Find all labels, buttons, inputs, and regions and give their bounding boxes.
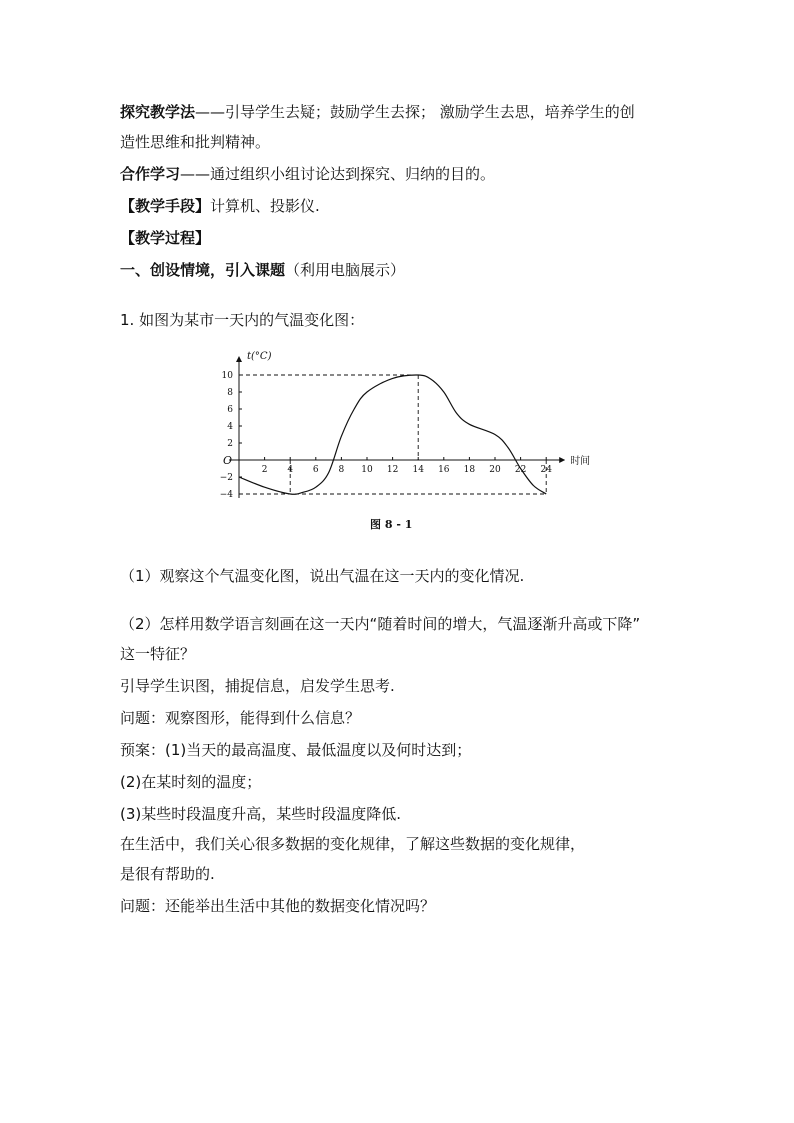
chart-axes: [229, 357, 564, 498]
y-tick-label: −2: [219, 473, 233, 483]
question-observe: 问题：观察图形，能得到什么信息？: [120, 709, 361, 727]
chart-labels: [223, 351, 590, 467]
x-tick-label: 18: [463, 465, 476, 475]
y-tick-label: 10: [221, 371, 233, 381]
question-examples: 问题：还能举出生活中其他的数据变化情况吗？: [120, 897, 436, 915]
text-inquiry: ——引导学生去疑；鼓励学生去探； 激励学生去思，培养学生的创: [195, 103, 635, 121]
paragraph-method-inquiry-cont: 造性思维和批判精神。: [120, 133, 271, 151]
x-tick-label: 22: [514, 465, 527, 475]
paragraph-teaching-tools: [120, 196, 320, 216]
section-heading-one: [120, 260, 405, 280]
x-tick-label: 16: [438, 465, 450, 475]
x-tick-label: 14: [412, 465, 424, 475]
answer-line-3: (3)某些时段温度升高，某些时段温度降低.: [120, 805, 402, 823]
term-inquiry: 探究教学法: [120, 103, 196, 121]
text-teaching-tools: 计算机、投影仪.: [210, 197, 320, 215]
answer-line-1: 预案：(1)当天的最高温度、最低温度以及何时达到；: [120, 741, 472, 759]
chart-series: [239, 375, 546, 494]
x-tick-label: 24: [540, 465, 552, 475]
answer-line-2: (2)在某时刻的温度；: [120, 773, 262, 791]
x-axis-label: 时间: [570, 456, 591, 467]
paragraph-life: 在生活中，我们关心很多数据的变化规律，了解这些数据的变化规律，: [120, 835, 586, 853]
chart-reference-lines: [239, 375, 546, 494]
x-tick-label: 2: [261, 465, 268, 475]
x-tick-label: 20: [489, 465, 501, 475]
y-tick-label: 8: [227, 388, 233, 398]
y-axis-label: t(°C): [247, 351, 272, 362]
temperature-line: [239, 375, 546, 494]
x-tick-label: 8: [338, 465, 345, 475]
guide-line: 引导学生识图，捕捉信息，启发学生思考.: [120, 677, 395, 695]
y-tick-label: 4: [227, 422, 233, 432]
term-cooperation: 合作学习: [120, 165, 181, 183]
heading-teaching-tools: 【教学手段】: [120, 197, 211, 215]
heading-teaching-process: 【教学过程】: [120, 229, 211, 247]
x-tick-label: 12: [386, 465, 399, 475]
sub-question-two-cont: 这一特征？: [120, 645, 196, 663]
sub-question-one: （1）观察这个气温变化图，说出气温在这一天内的变化情况.: [120, 567, 525, 585]
section-title-one: 一、创设情境，引入课题: [120, 261, 286, 279]
paragraph-life-cont: 是很有帮助的.: [120, 865, 215, 883]
y-tick-label: −4: [219, 490, 233, 500]
origin-label: O: [223, 454, 233, 467]
temperature-chart: [208, 351, 591, 512]
x-tick-label: 6: [312, 465, 319, 475]
question-one: 1. 如图为某市一天内的气温变化图：: [120, 311, 365, 329]
x-tick-label: 4: [287, 465, 294, 475]
paragraph-method-cooperation: [120, 164, 495, 184]
chart-ticks: [220, 371, 552, 500]
y-tick-label: 2: [227, 439, 233, 449]
text-cooperation: ——通过组织小组讨论达到探究、归纳的目的。: [180, 165, 496, 183]
section-note-one: （利用电脑展示）: [285, 261, 406, 279]
sub-question-two: （2）怎样用数学语言刻画在这一天内“随着时间的增大，气温逐渐升高或下降”: [120, 615, 641, 633]
figure-caption: 图 8 - 1: [370, 518, 413, 531]
paragraph-method-inquiry: [120, 102, 635, 122]
y-tick-label: 6: [227, 405, 233, 415]
x-tick-label: 10: [361, 465, 373, 475]
